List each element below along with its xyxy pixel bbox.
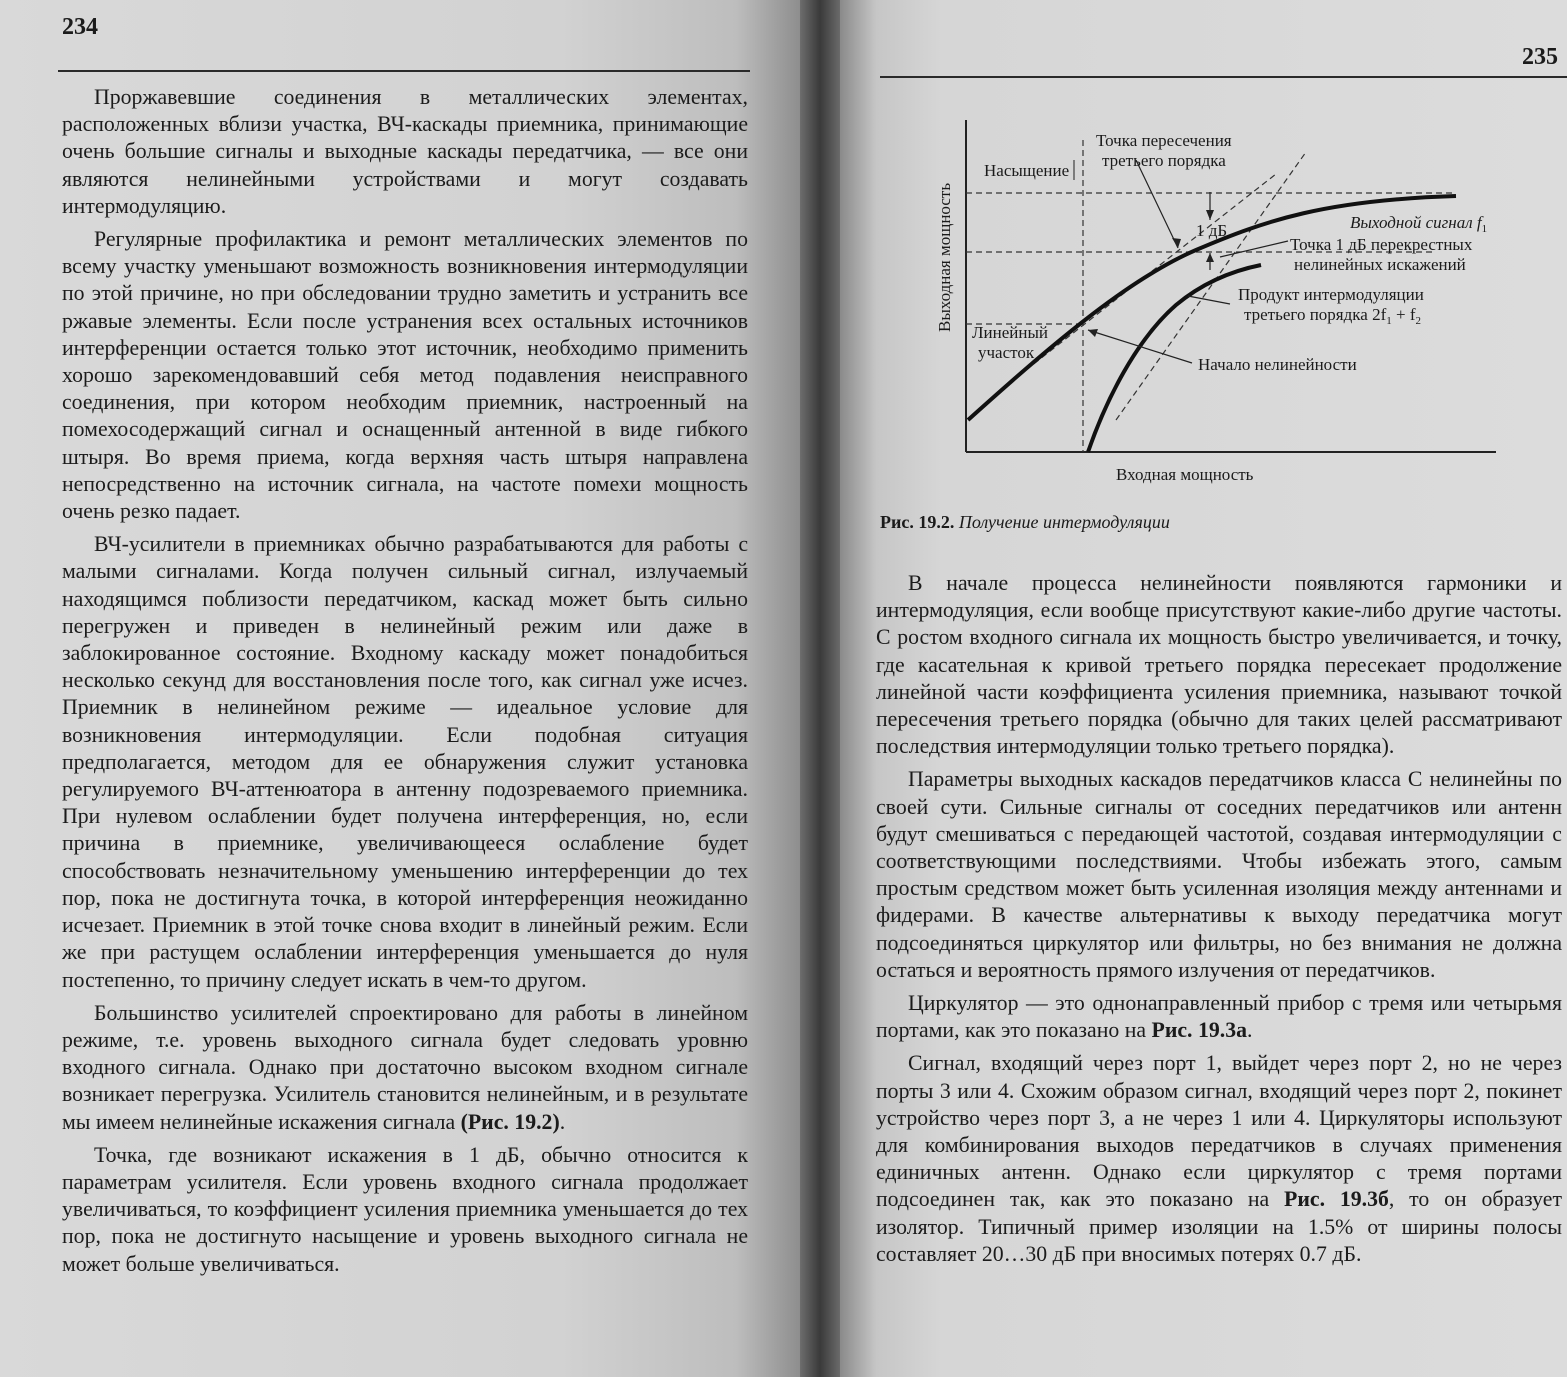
arrowhead	[1206, 253, 1214, 262]
saturation-label: Насыщение	[984, 161, 1070, 180]
intercept-pointer	[1136, 160, 1178, 248]
figure-caption	[880, 512, 1170, 533]
intermodulation-diagram	[876, 100, 1562, 540]
im-product-label-line2: третьего порядка $2f_1 + f_2$	[1244, 305, 1421, 327]
paragraph: Регулярные профилактика и ремонт металлических элементов по всему участку уменьшают возможность возникновения интермодуляции по этой причине, но при обследовании трудно заметить и устранить все ржавые элементы. Если после устранения всех остальных источников интерференции остается только этот источник, необходимо применить хорошо зарекомендовавший себя метод подавления неисправного соединения, при котором необходим приемник, настроенный на помехосодержащий сигнал и оснащенный антенной в виде гибкого штыря. Во время приема, когда верхняя часть штыря направлена непосредственно на источник сигнала, на частоте помехи мощность очень резко падает.	[62, 227, 748, 524]
im-product-label-line1: Продукт интермодуляции	[1238, 285, 1424, 304]
paragraph: Циркулятор — это однонаправленный прибор с тремя или четырьмя портами, как это показано на Рис. 19.3а.	[876, 991, 1562, 1043]
intercept-label-line2: третьего порядка	[1102, 151, 1226, 170]
caption-label: Рис. 19.2.	[880, 512, 955, 532]
paragraph: Точка, где возникают искажения в 1 дБ, обычно относится к параметрам усилителя. Если уровень входного сигнала продолжает увеличиваться, то коэффициент усиления приемника уменьшается до тех пор, пока не достигнуто насыщение и уровень выходного сигнала не может больше увеличиваться.	[62, 1142, 748, 1276]
linear-region-label-line2: участок	[978, 343, 1035, 362]
linear-region-label-line1: Линейный	[972, 323, 1048, 342]
header-rule-left	[58, 70, 750, 72]
arrowhead	[1206, 210, 1214, 220]
page-number-left: 234	[62, 14, 98, 40]
y-axis-label: Выходная мощность	[935, 182, 954, 332]
paragraph: Параметры выходных каскадов передатчиков класса С нелинейны по своей сути. Сильные сигналы от соседних передатчиков или антенн будут смешиваться с передающей частотой, создавая интермодуляции с соответствующими последствиями. Чтобы избежать этого, самым простым средством может быть усиленная изоляция между антеннами и фидерами. В качестве альтернативы к выходу передатчика могут подсоединяться циркулятор или фильтры, но без внимания не должна остаться и вероятность прямого излучения от передатчиков.	[876, 767, 1562, 982]
left-text-column	[62, 84, 748, 1284]
figure-reference: (Рис. 19.2)	[460, 1109, 560, 1134]
figure-19-2	[876, 100, 1562, 540]
figure-reference: Рис. 19.3б	[1284, 1187, 1389, 1212]
paragraph: Большинство усилителей спроектировано для работы в линейном режиме, т.е. уровень выходного сигнала будет следовать уровню входного сигнала. Однако при достаточно высоком входном сигнале возникает перегрузка. Усилитель становится нелинейным, и в результате мы имеем нелинейные искажения сигнала (Рис. 19.2).	[62, 1000, 748, 1134]
compression-label-line1: Точка 1 дБ перекрестных	[1290, 235, 1473, 254]
page-number-right: 235	[1522, 44, 1558, 70]
book-gutter	[800, 0, 840, 1377]
intercept-label-line1: Точка пересечения	[1096, 131, 1232, 150]
arrowhead	[1088, 329, 1098, 337]
output-signal-label: Выходной сигнал $f_1$	[1350, 213, 1488, 235]
paragraph: Проржавевшие соединения в металлических элементах, расположенных вблизи участка, ВЧ-каскады приемника, принимающие очень большие сигналы и выходные каскады передатчика, — все они являются нелинейными устройствами и могут создавать интермодуляцию.	[62, 85, 748, 218]
compression-label-leader	[1220, 241, 1288, 257]
compression-label-line2: нелинейных искажений	[1294, 255, 1466, 274]
right-text-column	[876, 570, 1562, 1274]
header-rule-right	[880, 76, 1567, 78]
paragraph: ВЧ-усилители в приемниках обычно разрабатываются для работы с малыми сигналами. Когда получен сильный сигнал, излучаемый находящимся поблизости передатчиком, каскад может быть сильно перегружен и приведен в нелинейный режим или даже в заблокированное состояние. Входному каскаду может понадобиться несколько секунд для восстановления после того, как сигнал уже исчез. Приемник в нелинейном режиме — идеальное условие для возникновения интермодуляции. Если подобная ситуация предполагается, методом для ее обнаружения служит установка регулируемого ВЧ-аттенюатора в антенну подозреваемого приемника. При нулевом ослаблении будет получена интерференция, но, если причина в приемнике, увеличивающееся ослабление будет способствовать незначительному уменьшению интерференции до тех пор, пока не достигнута точка, в которой интерференция неожиданно исчезает. Приемник в этой точке снова входит в линейный режим. Если же при растущем ослаблении интерференция уменьшается до нуля постепенно, то причину следует искать в чем-то другом.	[62, 532, 748, 992]
arrowhead	[1172, 238, 1181, 248]
im-label-leader	[1188, 296, 1230, 304]
figure-reference: Рис. 19.3а	[1151, 1018, 1247, 1043]
paragraph: Сигнал, входящий через порт 1, выйдет через порт 2, но не через порты 3 или 4. Схожим образом сигнал, входящий через порт 2, покинет устройство через порт 3, а не через 1 или 4. Циркуляторы используют для комбинирования выходов передатчиков в случаях применения единичных антенн. Однако если циркулятор с тремя портами подсоединен так, как это показано на Рис. 19.3б, то он образует изолятор. Типичный пример изоляции на 1.5% от ширины полосы составляет 20…30 дБ при вносимых потерях 0.7 дБ.	[876, 1051, 1562, 1266]
x-axis-label: Входная мощность	[1116, 465, 1254, 484]
one-db-label: 1 дБ	[1196, 221, 1228, 240]
nonlinearity-start-label: Начало нелинейности	[1198, 355, 1357, 374]
caption-title: Получение интермодуляции	[958, 512, 1170, 532]
paragraph: В начале процесса нелинейности появляются гармоники и интермодуляция, если вообще присутствуют какие-либо другие частоты. С ростом входного сигнала их мощность быстро увеличивается, и точку, где касательная к кривой третьего порядка пересекает продолжение линейной части коэффициента усиления приемника, называют точкой пересечения третьего порядка (обычно для таких целей рассматривают последствия интермодуляции только третьего порядка).	[876, 571, 1562, 759]
